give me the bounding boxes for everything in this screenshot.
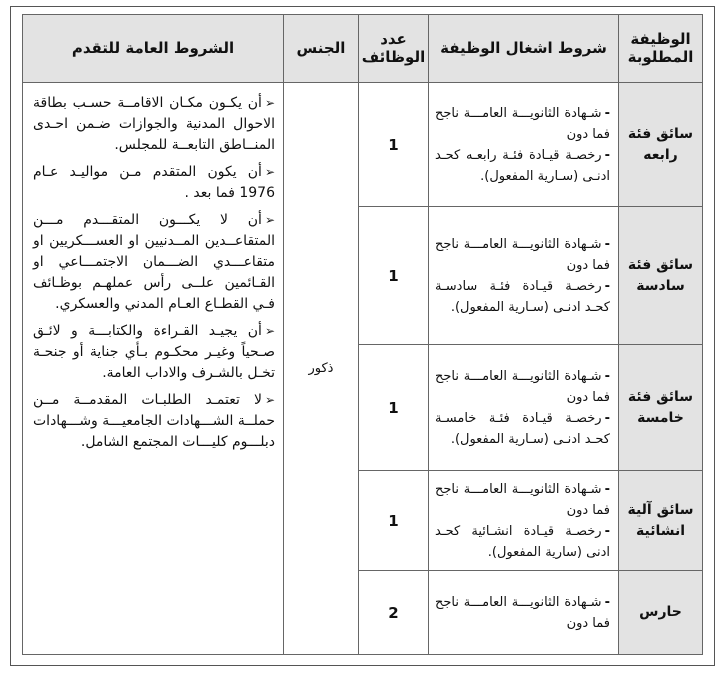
job-count: 1 — [359, 345, 429, 471]
job-conditions — [429, 345, 619, 471]
job-count: 2 — [359, 571, 429, 655]
condition-item: -رخصـة قيـادة انشـائية كحـد ادنى (سارية المفعول). — [435, 523, 610, 560]
general-condition-item: ➢لا تعتمـد الطلبـات المقدمــة مــن حملــة الشـــهادات الجامعيـــة وشـــهادات دبلـــوم كليـــات المجتمع الشامل. — [33, 392, 275, 450]
condition-item: -شـهادة الثانويـــة العامـــة ناجح فما دون — [435, 594, 610, 631]
condition-item: -شـهادة الثانويـــة العامـــة ناجح فما دون — [435, 236, 610, 273]
jobs-table — [22, 14, 703, 655]
arrow-bullet-icon: ➢ — [264, 324, 275, 338]
condition-item: -شـهادة الثانويـــة العامـــة ناجح فما دون — [435, 105, 610, 142]
header-gender: الجنس — [284, 15, 359, 83]
job-conditions — [429, 571, 619, 655]
header-conditions: شروط اشغال الوظيفة — [429, 15, 619, 83]
header-row — [23, 15, 703, 83]
job-title: سائق فئة رابعه — [619, 83, 703, 207]
general-condition-item: ➢أن لا يكـــون المتقـــدم مـــن المتقاعــدين المــدنيين او العســـكريين او متقاعـــدي الضـــمان الاجتمـــاعي او القـائمين علــى رأس عملهـم بوظـائف فـي القطـاع العـام المدني والعسكري. — [33, 212, 275, 312]
arrow-bullet-icon: ➢ — [264, 213, 275, 227]
arrow-bullet-icon: ➢ — [264, 165, 275, 179]
gender-cell: ذكور — [284, 83, 359, 655]
header-job: الوظيفة المطلوبة — [619, 15, 703, 83]
arrow-bullet-icon: ➢ — [264, 393, 275, 407]
general-condition-item: ➢أن يكون المتقدم مـن مواليـد عـام 1976 فما بعد . — [33, 164, 275, 201]
job-title: سائق فئة سادسة — [619, 207, 703, 345]
job-conditions — [429, 471, 619, 571]
condition-item: -شـهادة الثانويـــة العامـــة ناجح فما دون — [435, 481, 610, 518]
job-title: سائق فئة خامسة — [619, 345, 703, 471]
general-condition-item: ➢أن يكـون مكـان الاقامــة حسـب بطاقة الاحوال المدنية والجوازات ضـمن احـدى المنــاطق التابعــة للمجلس. — [33, 95, 275, 153]
condition-item: -رخصـة قيـادة فئـة خامسـة كحـد ادنـى (سـارية المفعول). — [435, 410, 610, 447]
arrow-bullet-icon: ➢ — [264, 96, 275, 110]
job-title: حارس — [619, 571, 703, 655]
general-conditions — [23, 83, 284, 655]
header-count: عدد الوظائف — [359, 15, 429, 83]
job-title: سائق آلية انشائية — [619, 471, 703, 571]
table-row — [23, 83, 703, 207]
condition-item: -رخصـة قيـادة فئـة رابعـه كحـد ادنـى (سـارية المفعول). — [435, 147, 610, 184]
condition-item: -شـهادة الثانويـــة العامـــة ناجح فما دون — [435, 368, 610, 405]
job-count: 1 — [359, 471, 429, 571]
condition-item: -رخصـة قيـادة فئـة سادسـة كحـد ادنـى (سـارية المفعول). — [435, 278, 610, 315]
job-conditions — [429, 83, 619, 207]
header-general: الشروط العامة للتقدم — [23, 15, 284, 83]
job-count: 1 — [359, 207, 429, 345]
job-count: 1 — [359, 83, 429, 207]
general-condition-item: ➢أن يجيـد القـراءة والكتابـــة و لائـق صـحياً وغيـر محكـوم بـأي جناية أو جنحـة تخـل بالشـرف والاداب العامة. — [33, 323, 275, 381]
job-conditions — [429, 207, 619, 345]
